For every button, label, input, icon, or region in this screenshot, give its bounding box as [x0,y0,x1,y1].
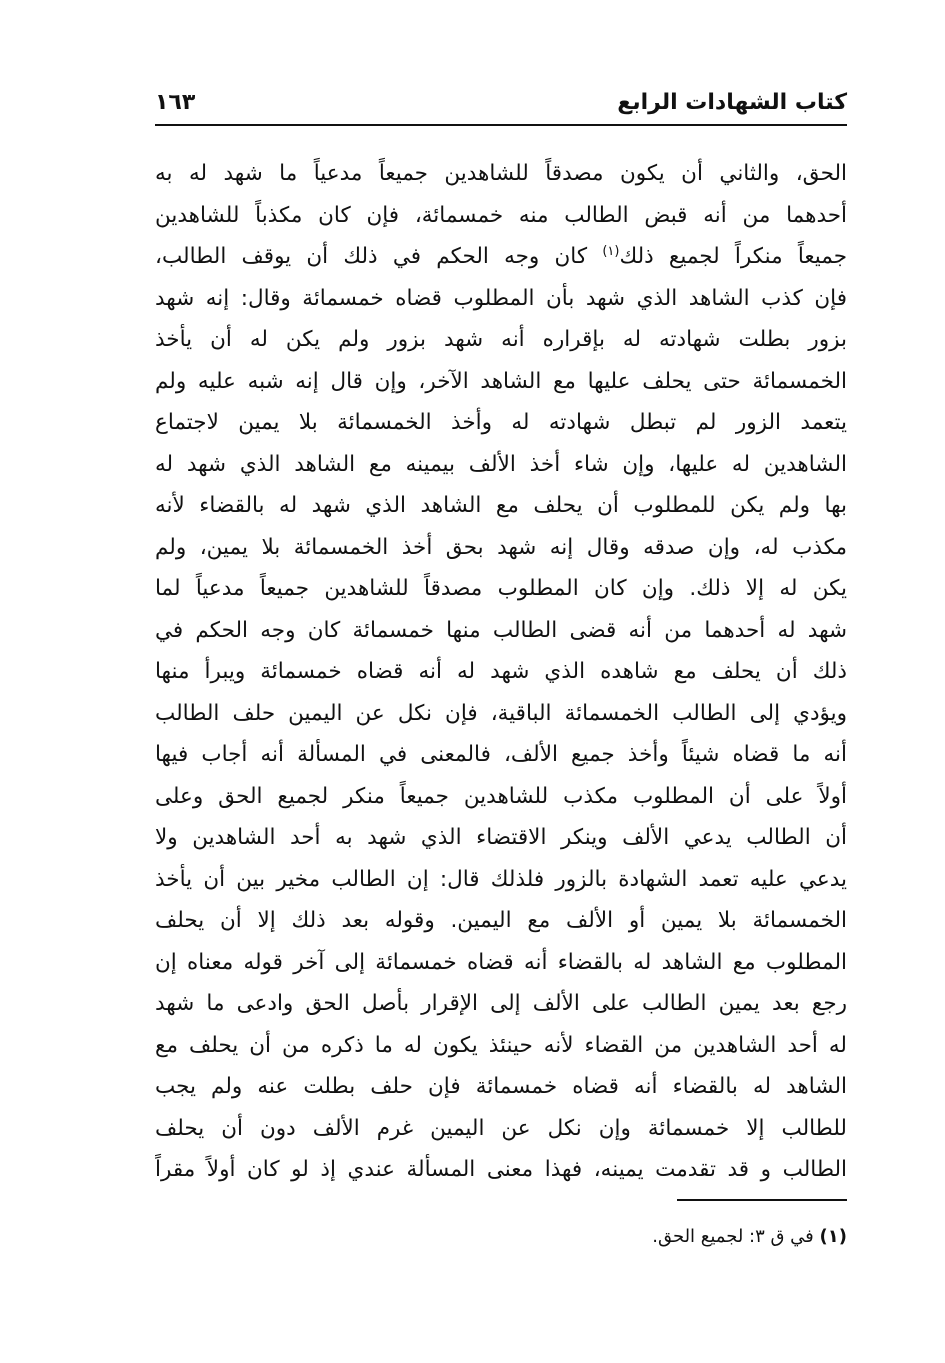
running-title: كتاب الشهادات الرابع [617,90,847,115]
text-line: ذلك أن يحلف مع شاهده الذي شهد له أنه قضاه خمسمائة ويبرأ منها [155,659,847,684]
page-number: ١٦٣ [155,90,196,115]
footnote [652,1222,847,1252]
footnote-number: (١) [819,1226,847,1247]
footnote-text: في ق ٣: لجميع الحق. [652,1226,814,1247]
text-line: ويؤدي إلى الطالب الخمسمائة الباقية، فإن نكل عن اليمين حلف الطالب [155,700,847,726]
text-line: الطالب و قد تقدمت يمينه، فهذا معنى المسألة عندي إذ لو كان أولاً مقراً [155,1157,847,1182]
text-line: يكن له إلا ذلك. وإن كان المطلوب مصدقاً للشاهدين جميعاً مدعياً لما [155,576,847,601]
text-line: أولاً على أن المطلوب مكذب للشاهدين جميعاً منكر لجميع الحق وعلى [155,783,847,809]
text-line-start: جميعاً منكراً لجميع ذلك [619,244,847,269]
text-line: شهد له أحدهما من أنه قضى الطالب منها خمسمائة كان وجه الحكم في [155,617,847,643]
text-line: الشاهدين له عليها، وإن شاء أخذ الألف بيمينه مع الشاهد الذي شهد له [155,451,847,477]
text-line: بزور بطلت شهادته له بإقراره أنه شهد بزور ولم يكن له أن يأخذ [155,327,847,352]
text-line: أن الطالب يدعي الألف وينكر الاقتضاء الذي شهد به أحد الشاهدين ولا [155,825,847,850]
header-divider [155,124,847,126]
text-line: الخمسمائة حتى يحلف عليها مع الشاهد الآخر، وإن قال إنه شبه عليه ولم [155,368,847,394]
text-line: الخمسمائة بلا يمين أو الألف مع اليمين. وقوله بعد ذلك إلا أن يحلف [155,908,847,933]
text-line: الحق، والثاني أن يكون مصدقاً للشاهدين جميعاً مدعياً ما شهد له به [155,161,847,186]
footnote-divider [677,1199,847,1201]
text-line-with-note [155,236,847,278]
text-line: له أحد الشاهدين من القضاء لأنه حينئذ يكون له ما ذكره من أن يحلف مع [155,1032,847,1058]
text-line: أنه ما قضاه شيئاً وأخذ جميع الألف، فالمعنى في المسألة أنه أجاب فيها [155,742,847,767]
footnote-reference[interactable]: (١) [602,243,620,259]
text-line: الشاهد له بالقضاء أنه قضاه خمسمائة فإن حلف بطلت عنه ولم يجب [155,1074,847,1099]
text-line: أحدهما من أنه قبض الطالب منه خمسمائة، فإن كان مكذباً للشاهدين [155,202,847,228]
text-line: بها ولم يكن للمطلوب أن يحلف مع الشاهد الذي شهد له بالقضاء لأنه [155,493,847,518]
text-line: للطالب إلا خمسمائة وإن نكل عن اليمين غرم الألف دون أن يحلف [155,1115,847,1141]
text-line: رجع بعد يمين الطالب على الألف إلى الإقرار بأصل الحق وادعى ما شهد [155,991,847,1016]
text-line-end: كان وجه الحكم في ذلك أن يوقف الطالب، [155,244,588,269]
text-line: يتعمد الزور لم تبطل شهادته له وأخذ الخمسمائة بلا يمين لاجتماع [155,410,847,435]
main-text [155,153,847,1191]
running-header [155,86,847,120]
text-line: يدعي عليه تعمد الشهادة بالزور فلذلك قال: إن الطالب مخير بين أن يأخذ [155,866,847,892]
text-line: المطلوب مع الشاهد له بالقضاء أنه قضاه خمسمائة إلى آخر قوله معناه إن [155,949,847,975]
text-line: مكذب له، وإن صدقه وقال إنه شهد بحق أخذ الخمسمائة بلا يمين، ولم [155,534,847,560]
text-line: فإن كذب الشاهد الذي شهد بأن المطلوب قضاه خمسمائة وقال: إنه شهد [155,285,847,311]
